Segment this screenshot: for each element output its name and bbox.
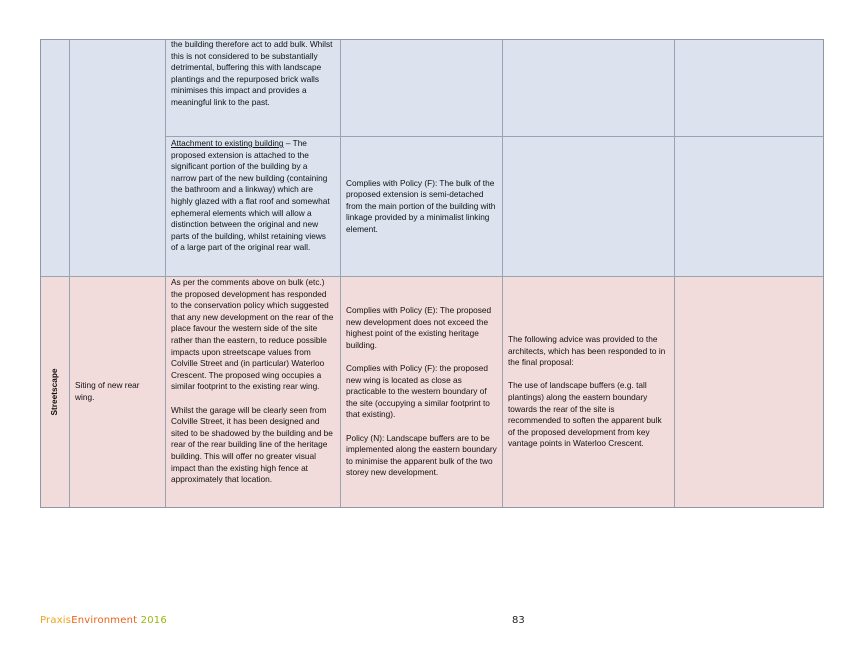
category-cell-streetscape bbox=[40, 277, 70, 508]
description-cell-streetscape bbox=[166, 277, 341, 508]
notes-cell-streetscape bbox=[675, 277, 824, 508]
category-cell-blue bbox=[40, 39, 70, 277]
element-cell-streetscape bbox=[70, 277, 166, 508]
brand-praxis: Praxis bbox=[40, 615, 72, 626]
advice-paragraph-1: The following advice was provided to the architects, which has been responded to in the final proposal: bbox=[508, 334, 666, 368]
page-number: 83 bbox=[512, 615, 525, 626]
advice-cell-row1 bbox=[503, 39, 675, 137]
description-cell-row2 bbox=[166, 137, 341, 277]
brand-year: 2016 bbox=[137, 615, 167, 626]
compliance-cell-streetscape bbox=[341, 277, 503, 508]
compliance-cell-row2 bbox=[341, 137, 503, 277]
compliance-text-row2: Complies with Policy (F): The bulk of the proposed extension is semi-detached from the main portion of the building with linkage provided by a minimalist linking element. bbox=[346, 177, 496, 234]
description-paragraph-1: As per the comments above on bulk (etc.) the proposed development has responded to the conservation policy which suggested that any new development on the rear of the place favour the western side of the site rather than the eastern, to reduce possible impacts upon streetscape values from Colville Street and (in particular) Waterloo Crescent. The proposed wing occupies a similar footprint to the existing rear wing. bbox=[171, 277, 334, 392]
description-text-row1: the building therefore act to add bulk. Whilst this is not considered to be substantially detrimental, buffering this with landscape plantings and the repurposed brick walls minimises this impact and provides a meaningful link to the past. bbox=[171, 39, 333, 107]
compliance-paragraph-3: Policy (N): Landscape buffers are to be implemented along the eastern boundary to minimise the apparent bulk of the two storey new development. bbox=[346, 432, 497, 478]
notes-cell-row1 bbox=[675, 39, 824, 137]
attachment-body: – The proposed extension is attached to the significant portion of the building by a narrow part of the new building (containing the bathroom and a linkway) which are highly glazed with a flat roof and somewhat ephemeral elements which will allow a distinction between the original and new parts of the building, whilst retaining views of a large part of the original rear wall. bbox=[171, 138, 330, 253]
category-label: Streetscape bbox=[48, 368, 59, 416]
description-cell-row1 bbox=[166, 39, 341, 137]
brand-environment: Environment bbox=[71, 615, 138, 626]
notes-cell-row2 bbox=[675, 137, 824, 277]
heritage-assessment-table bbox=[40, 39, 824, 508]
element-cell-blue bbox=[70, 39, 166, 277]
footer-brand bbox=[40, 615, 167, 626]
element-text: Siting of new rear wing. bbox=[75, 380, 140, 402]
compliance-paragraph-1: Complies with Policy (E): The proposed new development does not exceed the highest point of the existing heritage building. bbox=[346, 305, 492, 350]
advice-cell-row2 bbox=[503, 137, 675, 277]
attachment-heading: Attachment to existing building bbox=[171, 138, 284, 148]
compliance-cell-row1 bbox=[341, 39, 503, 137]
advice-cell-streetscape bbox=[503, 277, 675, 508]
description-paragraph-2: Whilst the garage will be clearly seen from Colville Street, it has been designed and sited to be shadowed by the building and be rear of the rear building line of the heritage building. This will offer no greater visual impact than the existing high fence at approximately that location. bbox=[171, 404, 333, 485]
compliance-paragraph-2: Complies with Policy (F): the proposed new wing is located as close as practicable to the western boundary of the site (occupying a similar footprint to that existing). bbox=[346, 363, 490, 420]
description-text-row2 bbox=[171, 138, 335, 254]
advice-paragraph-2: The use of landscape buffers (e.g. tall plantings) along the eastern boundary towards the rear of the site is recommended to soften the apparent bulk of the proposed development from key vantage points in Waterloo Crescent. bbox=[508, 380, 662, 449]
